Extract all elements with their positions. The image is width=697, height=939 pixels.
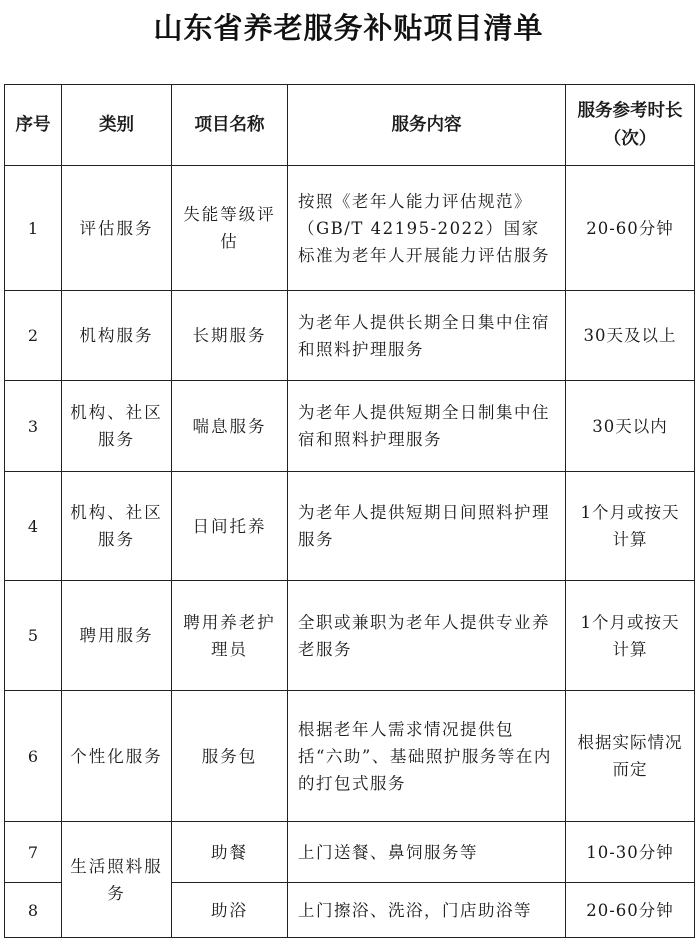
- row-content: 全职或兼职为老年人提供专业养老服务: [288, 581, 566, 691]
- table-row: [5, 381, 695, 472]
- row-content: 为老年人提供长期全日集中住宿和照料护理服务: [288, 291, 566, 381]
- row-content: 上门送餐、鼻饲服务等: [288, 822, 566, 883]
- table-row: [5, 472, 695, 581]
- row-name: 失能等级评估: [172, 166, 288, 291]
- header-no: 序号: [5, 85, 62, 166]
- row-no: 3: [5, 381, 62, 472]
- row-name: 助餐: [172, 822, 288, 883]
- row-duration: 1个月或按天计算: [566, 472, 695, 581]
- row-no: 6: [5, 691, 62, 822]
- subsidy-items-table: [4, 84, 695, 938]
- row-content: 按照《老年人能力评估规范》（GB/T 42195-2022）国家标准为老年人开展能力评估服务: [288, 166, 566, 291]
- row-duration: 30天及以上: [566, 291, 695, 381]
- header-category: 类别: [62, 85, 172, 166]
- row-no: 8: [5, 883, 62, 938]
- row-no: 4: [5, 472, 62, 581]
- row-duration: 10-30分钟: [566, 822, 695, 883]
- page-title: 山东省养老服务补贴项目清单: [153, 11, 544, 45]
- header-name: 项目名称: [172, 85, 288, 166]
- row-name: 聘用养老护理员: [172, 581, 288, 691]
- row-duration: 根据实际情况而定: [566, 691, 695, 822]
- row-content: 为老年人提供短期全日制集中住宿和照料护理服务: [288, 381, 566, 472]
- header-content: 服务内容: [288, 85, 566, 166]
- row-name: 日间托养: [172, 472, 288, 581]
- row-name: 喘息服务: [172, 381, 288, 472]
- row-category: 机构服务: [62, 291, 172, 381]
- row-category: 机构、社区服务: [62, 381, 172, 472]
- row-no: 2: [5, 291, 62, 381]
- row-no: 5: [5, 581, 62, 691]
- row-category: 聘用服务: [62, 581, 172, 691]
- row-content: 根据老年人需求情况提供包括“六助”、基础照护服务等在内的打包式服务: [288, 691, 566, 822]
- table-row: [5, 822, 695, 883]
- row-category: 生活照料服务: [62, 822, 172, 938]
- row-duration: 20-60分钟: [566, 883, 695, 938]
- table-header-row: [5, 85, 695, 166]
- table-row: [5, 581, 695, 691]
- table-row: [5, 291, 695, 381]
- row-category: 个性化服务: [62, 691, 172, 822]
- row-no: 7: [5, 822, 62, 883]
- row-duration: 1个月或按天计算: [566, 581, 695, 691]
- table-row: [5, 691, 695, 822]
- row-name: 助浴: [172, 883, 288, 938]
- table-row: [5, 166, 695, 291]
- row-duration: 20-60分钟: [566, 166, 695, 291]
- row-category: 机构、社区服务: [62, 472, 172, 581]
- row-name: 服务包: [172, 691, 288, 822]
- row-duration: 30天以内: [566, 381, 695, 472]
- row-category: 评估服务: [62, 166, 172, 291]
- row-content: 为老年人提供短期日间照料护理服务: [288, 472, 566, 581]
- row-content: 上门擦浴、洗浴，门店助浴等: [288, 883, 566, 938]
- row-name: 长期服务: [172, 291, 288, 381]
- row-no: 1: [5, 166, 62, 291]
- header-duration: 服务参考时长（次）: [566, 85, 695, 166]
